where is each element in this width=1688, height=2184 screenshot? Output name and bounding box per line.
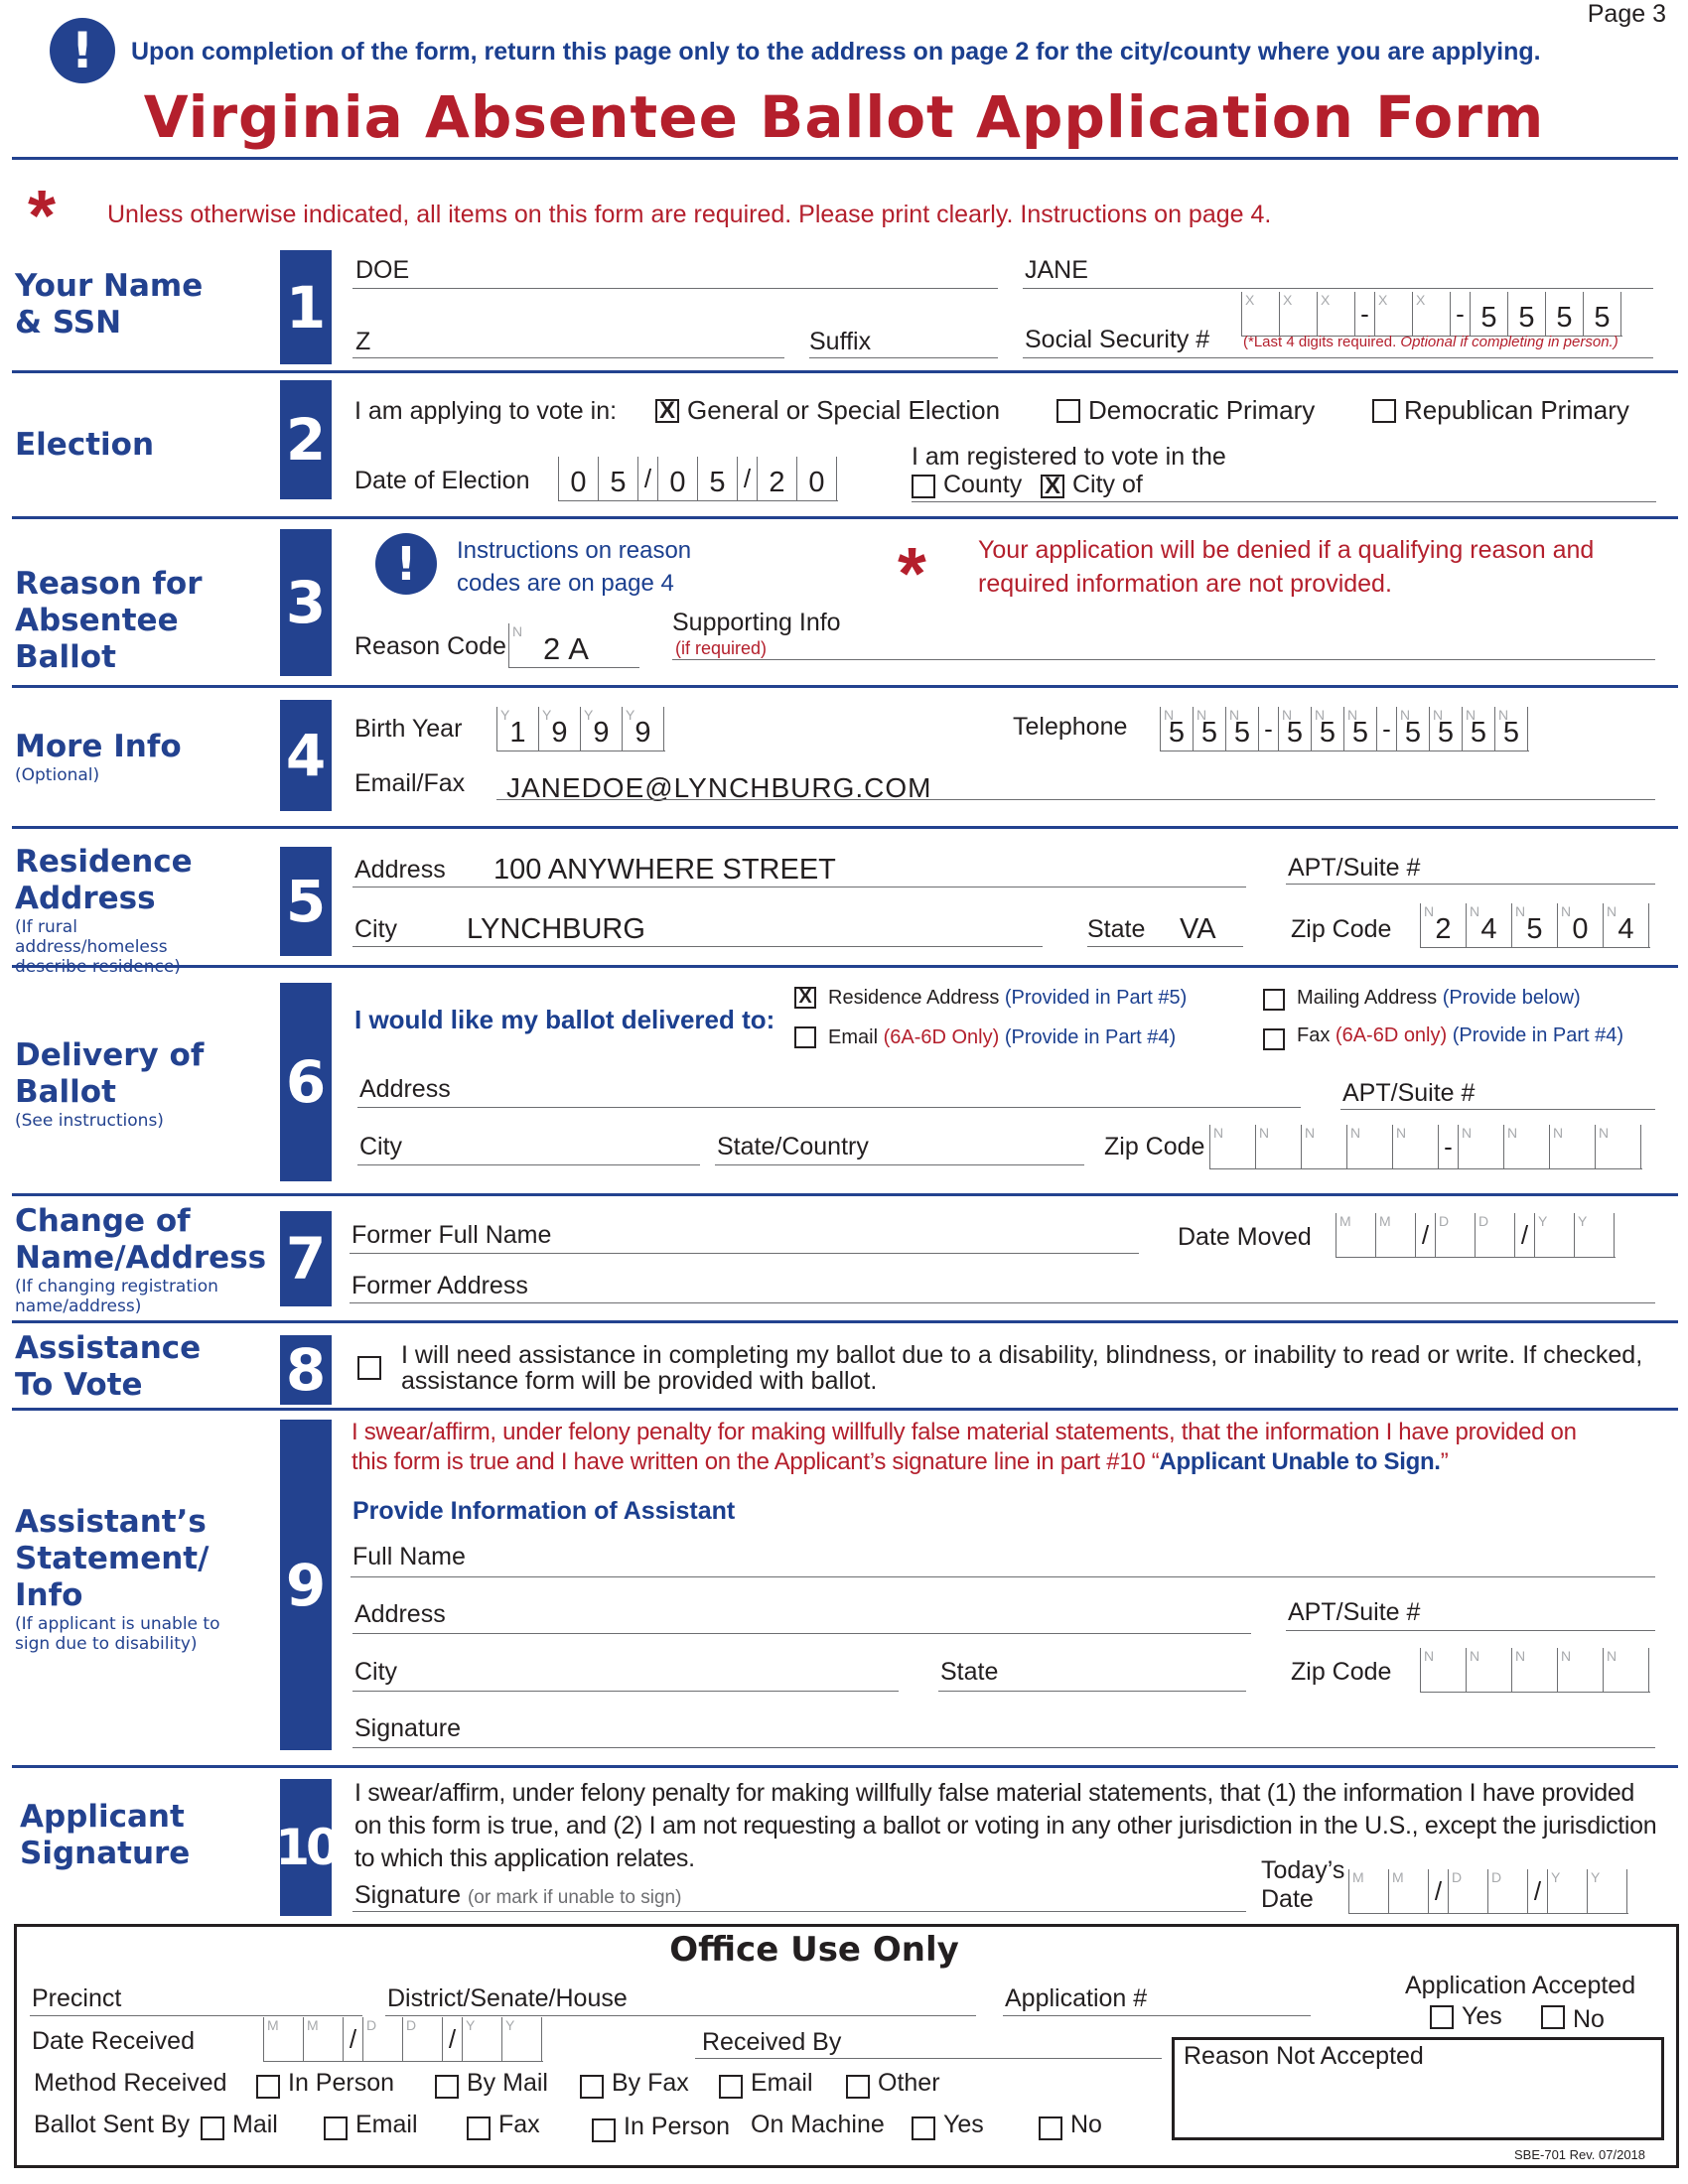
general-election-checkbox[interactable]: X <box>655 399 679 423</box>
box-end <box>1648 903 1650 947</box>
delivery-city-label: City <box>359 1133 403 1160</box>
delivery-prompt: I would like my ballot delivered to: <box>354 1005 775 1034</box>
digit-box[interactable]: N 5 <box>1494 707 1527 751</box>
section-8-title: Assistance To Vote <box>15 1330 202 1403</box>
received-by-label: Received By <box>702 2028 842 2056</box>
other-label: Other <box>878 2069 940 2097</box>
residence-delivery-label: Residence Address (Provided in Part #5) <box>828 987 1188 1009</box>
digit-box[interactable]: N <box>1392 1125 1438 1168</box>
digit-box[interactable]: Y <box>462 2017 501 2061</box>
registered-label: I am registered to vote in the <box>912 443 1226 471</box>
on-machine-yes-checkbox[interactable] <box>912 2116 935 2140</box>
todays-date-label: Today’s Date <box>1261 1856 1345 1913</box>
assistant-apt-field[interactable] <box>1286 1630 1655 1631</box>
section-5-title: Residence Address (If rural address/homeless <box>15 844 193 957</box>
republican-primary-checkbox[interactable] <box>1372 399 1396 423</box>
digit-box[interactable]: X <box>1317 292 1354 336</box>
delivery-zip-field[interactable] <box>1209 1125 1642 1169</box>
assistant-name-field[interactable] <box>351 1576 1655 1577</box>
separator: / <box>1415 1213 1435 1257</box>
last-name-field[interactable] <box>352 288 998 289</box>
page-number: Page 3 <box>1587 0 1666 28</box>
accepted-yes-checkbox[interactable] <box>1430 2005 1454 2029</box>
district-label: District/Senate/House <box>387 1984 628 2012</box>
section-8-number: 8 <box>280 1335 332 1405</box>
fax-delivery-label: Fax (6A-6D only) (Provide in Part #4) <box>1297 1024 1624 1046</box>
box-end <box>1614 1213 1616 1257</box>
method-received-label: Method Received <box>34 2069 227 2097</box>
warning-asterisk-icon: * <box>898 532 926 614</box>
sent-in-person-label: In Person <box>624 2113 731 2140</box>
city-checkbox[interactable]: X <box>1041 475 1064 498</box>
general-election-label: General or Special Election <box>687 395 1001 425</box>
digit-box[interactable]: M <box>1388 1869 1428 1913</box>
section-9-title: Assistant’s Statement/ Info (If applicant is unable to sign due to disability) <box>15 1504 220 1654</box>
digit-box[interactable]: D <box>1487 1869 1527 1913</box>
date-received-field[interactable] <box>263 2017 543 2062</box>
digit-box[interactable]: D <box>1475 1213 1514 1257</box>
box-end <box>1648 1648 1650 1692</box>
election-date-field[interactable] <box>558 457 838 501</box>
accepted-no-label: No <box>1573 2005 1605 2033</box>
address-value: 100 ANYWHERE STREET <box>493 854 836 886</box>
assistant-state-label: State <box>940 1658 999 1686</box>
received-by-field[interactable] <box>695 2058 1162 2059</box>
separator: / <box>737 457 757 500</box>
section-2-number: 2 <box>280 380 332 499</box>
section-4-title: More Info (Optional) <box>15 729 182 785</box>
assistant-signature-label: Signature <box>354 1714 462 1742</box>
digit-box[interactable]: D <box>362 2017 402 2061</box>
date-moved-label: Date Moved <box>1178 1223 1312 1251</box>
assistant-signature-field[interactable] <box>352 1747 1655 1748</box>
todays-date-field[interactable] <box>1348 1869 1628 1914</box>
state-value: VA <box>1180 913 1216 945</box>
reason-code-field[interactable]: N 2A <box>508 623 639 668</box>
digit-box[interactable]: N 5 <box>1511 903 1557 947</box>
digit-box[interactable]: Y <box>1587 1869 1626 1913</box>
page-title: Virginia Absentee Ballot Application Form <box>143 83 1545 151</box>
digit-box[interactable]: N 5 <box>1278 707 1311 751</box>
digit-box[interactable]: N 5 <box>1462 707 1494 751</box>
denial-warning: Your application will be denied if a qualifying reason and required information are not provided. <box>978 536 1595 598</box>
form-id: SBE-701 Rev. 07/2018 <box>1514 2147 1646 2162</box>
box-end <box>836 457 838 500</box>
divider <box>12 1320 1678 1323</box>
digit-box[interactable]: 5 <box>1583 292 1620 336</box>
democratic-primary-checkbox[interactable] <box>1056 399 1080 423</box>
suffix-label: Suffix <box>809 328 872 355</box>
application-num-label: Application # <box>1005 1984 1148 2012</box>
section-6-title: Delivery of Ballot (See instructions) <box>15 1037 205 1131</box>
divider <box>12 826 1678 829</box>
digit-box[interactable]: 5 <box>598 457 637 500</box>
info-alert-icon: ! <box>375 533 437 595</box>
separator: / <box>343 2017 362 2061</box>
fax-delivery-checkbox[interactable] <box>1263 1028 1285 1050</box>
digit-box[interactable]: Y 1 <box>496 707 538 751</box>
divider <box>12 1193 1678 1196</box>
digit-box[interactable]: Y <box>1547 1869 1587 1913</box>
digit-box[interactable]: Y 9 <box>538 707 580 751</box>
digit-box[interactable]: N 5 <box>1396 707 1429 751</box>
residence-delivery-checkbox[interactable]: X <box>794 987 816 1009</box>
apt-suite-label: APT/Suite # <box>1288 854 1421 882</box>
digit-box[interactable]: Y 9 <box>622 707 663 751</box>
in-person-label: In Person <box>288 2069 395 2097</box>
city-label: City <box>354 915 398 943</box>
box-end <box>663 707 665 751</box>
delivery-state-field[interactable] <box>715 1164 1084 1165</box>
digit-box[interactable]: D <box>402 2017 442 2061</box>
middle-initial-value: Z <box>355 328 371 355</box>
digit-box[interactable]: X <box>1412 292 1450 336</box>
box-end <box>1620 292 1622 336</box>
precinct-label: Precinct <box>32 1984 122 2012</box>
sent-email-checkbox[interactable] <box>324 2116 348 2140</box>
on-machine-no-checkbox[interactable] <box>1039 2116 1062 2140</box>
assistant-city-field[interactable] <box>352 1691 899 1692</box>
box-end <box>1640 1125 1642 1168</box>
supporting-info-note: (if required) <box>675 638 768 658</box>
precinct-field[interactable] <box>30 2015 362 2016</box>
digit-box[interactable]: M <box>263 2017 303 2061</box>
digit-box[interactable]: N <box>1603 1648 1648 1692</box>
divider <box>12 157 1678 160</box>
email-delivery-checkbox[interactable] <box>794 1026 816 1048</box>
digit-box[interactable]: N <box>1466 1648 1511 1692</box>
assistance-text: I will need assistance in completing my ballot due to a disability, blindness, or inability to read or write. If checked, assistance form will be provided with ballot. <box>401 1341 1643 1395</box>
section-6-number: 6 <box>280 983 332 1181</box>
city-of-label: City of <box>1072 471 1143 498</box>
section-7-title: Change of Name/Address (If changing registration name/address) <box>15 1203 267 1316</box>
delivery-state-label: State/Country <box>717 1133 869 1160</box>
applying-label: I am applying to vote in: <box>354 397 618 425</box>
email-delivery-label: Email (6A-6D Only) (Provide in Part #4) <box>828 1026 1177 1048</box>
digit-box[interactable]: Y <box>1534 1213 1574 1257</box>
residence-zip-field[interactable] <box>1420 903 1650 948</box>
divider <box>12 965 1678 968</box>
digit-box[interactable]: M <box>1336 1213 1375 1257</box>
digit-box[interactable]: Y <box>1574 1213 1614 1257</box>
office-use-title: Office Use Only <box>669 1930 959 1970</box>
zip-code-label: Zip Code <box>1291 915 1392 943</box>
digit-box[interactable]: X <box>1241 292 1279 336</box>
delivery-apt-label: APT/Suite # <box>1342 1079 1476 1107</box>
sent-fax-checkbox[interactable] <box>467 2116 491 2140</box>
digit-box[interactable]: 0 <box>657 457 697 500</box>
ssn-label: Social Security # <box>1025 326 1210 353</box>
supporting-info-field[interactable] <box>672 659 1655 660</box>
application-num-field[interactable] <box>1003 2015 1311 2016</box>
address-label: Address <box>354 856 446 884</box>
sent-in-person-checkbox[interactable] <box>592 2118 616 2142</box>
digit-box[interactable]: N <box>1595 1125 1640 1168</box>
digit-box[interactable]: 5 <box>697 457 737 500</box>
digit-box[interactable]: N <box>1209 1125 1255 1168</box>
digit-box[interactable]: N <box>1420 1648 1466 1692</box>
box-end <box>1626 1869 1628 1913</box>
email-fax-field[interactable] <box>496 799 1655 800</box>
digit-box[interactable]: N <box>1557 1648 1603 1692</box>
email-fax-label: Email/Fax <box>354 769 466 797</box>
digit-box[interactable]: Y 9 <box>580 707 622 751</box>
middle-name-field[interactable] <box>352 357 784 358</box>
in-person-checkbox[interactable] <box>256 2075 280 2099</box>
last-name-value: DOE <box>355 256 410 284</box>
digit-box[interactable]: X <box>1374 292 1412 336</box>
accepted-yes-label: Yes <box>1462 2002 1502 2030</box>
sent-email-label: Email <box>355 2111 418 2138</box>
digit-box[interactable]: N <box>1255 1125 1301 1168</box>
by-mail-label: By Mail <box>467 2069 548 2097</box>
email-value: JANEDOE@LYNCHBURG.COM <box>506 772 932 803</box>
section-3-number: 3 <box>280 529 332 676</box>
digit-box[interactable]: N <box>1549 1125 1595 1168</box>
digit-box[interactable]: D <box>1435 1213 1475 1257</box>
section-10-title: Applicant Signature <box>20 1799 191 1871</box>
other-checkbox[interactable] <box>846 2075 870 2099</box>
applicant-signature-field[interactable] <box>352 1911 1246 1912</box>
assistant-city-label: City <box>354 1658 398 1686</box>
separator: - <box>1376 707 1396 751</box>
digit-box[interactable]: 0 <box>796 457 836 500</box>
assistant-oath: I swear/affirm, under felony penalty for making willfully false material statements, that the information I have provided on this form is true and I have written on the Applicant’s signature line in part #10 “Applicant Unable to Sign.” <box>352 1419 1577 1475</box>
delivery-zip-label: Zip Code <box>1104 1133 1205 1160</box>
assistant-address-field[interactable] <box>352 1633 1251 1634</box>
first-name-field[interactable] <box>1023 288 1653 289</box>
ssn-underline <box>1023 357 1653 358</box>
separator: / <box>1514 1213 1534 1257</box>
election-date-label: Date of Election <box>354 467 530 494</box>
email-received-label: Email <box>751 2069 813 2097</box>
digit-box[interactable]: N 4 <box>1466 903 1511 947</box>
assistant-zip-label: Zip Code <box>1291 1658 1392 1686</box>
digit-box[interactable]: N <box>1458 1125 1503 1168</box>
header-notice: Upon completion of the form, return this page only to the address on page 2 for the city/county where you are applying. <box>131 38 1541 66</box>
digit-box[interactable]: N <box>1511 1648 1557 1692</box>
digit-box[interactable]: M <box>1348 1869 1388 1913</box>
divider <box>12 516 1678 519</box>
divider <box>12 685 1678 688</box>
section-9-number: 9 <box>280 1420 332 1750</box>
city-county-field[interactable] <box>912 501 1656 502</box>
digit-box[interactable]: N 2 <box>1420 903 1466 947</box>
digit-box[interactable]: N <box>1301 1125 1346 1168</box>
divider <box>12 370 1678 373</box>
residence-state-field[interactable] <box>1087 946 1243 947</box>
reason-code-value: 2A <box>543 631 597 666</box>
separator: / <box>1428 1869 1448 1913</box>
digit-box[interactable]: D <box>1448 1869 1487 1913</box>
on-machine-no-label: No <box>1070 2111 1102 2138</box>
digit-box[interactable]: M <box>1375 1213 1415 1257</box>
separator: - <box>1354 292 1374 336</box>
first-name-value: JANE <box>1025 256 1088 284</box>
digit-box[interactable]: X <box>1279 292 1317 336</box>
mailing-delivery-label: Mailing Address (Provide below) <box>1297 987 1581 1009</box>
digit-box[interactable]: N 5 <box>1225 707 1258 751</box>
on-machine-yes-label: Yes <box>943 2111 984 2138</box>
digit-box[interactable]: N 5 <box>1429 707 1462 751</box>
section-4-number: 4 <box>280 700 332 811</box>
digit-box[interactable]: N 5 <box>1311 707 1343 751</box>
applicant-signature-label: Signature (or mark if unable to sign) <box>354 1881 682 1909</box>
county-label: County <box>943 471 1023 498</box>
assistant-state-field[interactable] <box>938 1691 1246 1692</box>
date-moved-field[interactable] <box>1336 1213 1616 1258</box>
ssn-note: (*Last 4 digits required. Optional if completing in person.) <box>1243 334 1618 350</box>
alert-icon: ! <box>50 18 115 83</box>
digit-box[interactable]: N 4 <box>1603 903 1648 947</box>
delivery-address-label: Address <box>359 1075 451 1103</box>
digit-box[interactable]: Y <box>501 2017 541 2061</box>
accepted-label: Application Accepted <box>1405 1972 1636 1999</box>
section-10-number: 10 <box>280 1779 332 1916</box>
digit-box[interactable]: 5 <box>1545 292 1583 336</box>
separator: - <box>1258 707 1278 751</box>
digit-box[interactable]: N 5 <box>1343 707 1376 751</box>
accepted-no-checkbox[interactable] <box>1541 2005 1565 2029</box>
state-label: State <box>1087 915 1146 943</box>
section-5-number: 5 <box>280 847 332 956</box>
delivery-city-field[interactable] <box>357 1164 700 1165</box>
assistant-zip-field[interactable] <box>1420 1648 1650 1693</box>
by-fax-label: By Fax <box>612 2069 689 2097</box>
ssn-field[interactable] <box>1241 292 1622 337</box>
assistant-heading: Provide Information of Assistant <box>352 1497 736 1525</box>
separator: - <box>1438 1125 1458 1168</box>
required-note: Unless otherwise indicated, all items on this form are required. Please print clearly. Instructions on page 4. <box>107 201 1272 228</box>
section-7-number: 7 <box>280 1211 332 1306</box>
divider <box>12 1765 1678 1768</box>
separator: - <box>1450 292 1470 336</box>
separator: / <box>637 457 657 500</box>
supporting-info-label: Supporting Info <box>672 609 841 636</box>
assistant-address-label: Address <box>354 1600 446 1628</box>
box-end <box>1527 707 1529 751</box>
digit-box[interactable]: 0 <box>558 457 598 500</box>
divider <box>12 1408 1678 1411</box>
separator: / <box>1527 1869 1547 1913</box>
city-value: LYNCHBURG <box>467 913 645 945</box>
section-2-title: Election <box>15 427 155 463</box>
former-name-label: Former Full Name <box>352 1221 552 1249</box>
on-machine-label: On Machine <box>751 2111 885 2138</box>
republican-primary-label: Republican Primary <box>1404 395 1629 425</box>
digit-box[interactable]: 5 <box>1507 292 1545 336</box>
asterisk-icon: * <box>28 177 57 256</box>
digit-box[interactable]: N 5 <box>1193 707 1225 751</box>
applicant-oath: I swear/affirm, under felony penalty for making willfully false material statements, that (1) the information I have provided on this form is true, and (2) I am not requesting a ballot or voting in any other jurisdiction in the U.S., except the jurisdiction to which this application relates. <box>354 1779 1657 1872</box>
telephone-label: Telephone <box>1013 713 1128 741</box>
box-end <box>541 2017 543 2061</box>
sent-fax-label: Fax <box>498 2111 540 2138</box>
mailing-delivery-checkbox[interactable] <box>1263 989 1285 1011</box>
telephone-field[interactable] <box>1160 707 1529 751</box>
section-1-title: Your Name & SSN <box>15 268 204 341</box>
date-received-label: Date Received <box>32 2027 195 2055</box>
assistance-checkbox[interactable] <box>357 1356 381 1380</box>
delivery-apt-field[interactable] <box>1340 1109 1655 1110</box>
democratic-primary-label: Democratic Primary <box>1088 395 1316 425</box>
birth-year-field[interactable] <box>496 707 665 751</box>
by-mail-checkbox[interactable] <box>435 2075 459 2099</box>
residence-city-field[interactable] <box>352 946 1043 947</box>
digit-box[interactable]: N <box>1346 1125 1392 1168</box>
sent-mail-label: Mail <box>232 2111 278 2138</box>
by-fax-checkbox[interactable] <box>580 2075 604 2099</box>
former-address-field[interactable] <box>350 1302 1655 1303</box>
reason-instructions: Instructions on reason codes are on page 4 <box>457 537 692 597</box>
section-1-number: 1 <box>280 250 332 364</box>
sent-mail-checkbox[interactable] <box>201 2116 224 2140</box>
reason-code-label: Reason Code <box>354 632 506 660</box>
email-received-checkbox[interactable] <box>719 2075 743 2099</box>
digit-box[interactable]: N 5 <box>1160 707 1193 751</box>
district-field[interactable] <box>385 2015 976 2016</box>
birth-year-label: Birth Year <box>354 715 463 743</box>
digit-box[interactable]: N <box>1503 1125 1549 1168</box>
digit-box[interactable]: N 0 <box>1557 903 1603 947</box>
reason-not-accepted-label: Reason Not Accepted <box>1184 2042 1424 2070</box>
digit-box[interactable]: M <box>303 2017 343 2061</box>
digit-box[interactable]: 5 <box>1470 292 1507 336</box>
former-name-field[interactable] <box>350 1253 1139 1254</box>
former-address-label: Former Address <box>352 1272 528 1299</box>
assistant-apt-label: APT/Suite # <box>1288 1598 1421 1626</box>
county-checkbox[interactable] <box>912 475 935 498</box>
ballot-sent-by-label: Ballot Sent By <box>34 2111 191 2138</box>
separator: / <box>442 2017 462 2061</box>
delivery-address-field[interactable] <box>357 1107 1301 1108</box>
suffix-field[interactable] <box>809 357 998 358</box>
apt-suite-field[interactable] <box>1286 884 1655 885</box>
assistant-name-label: Full Name <box>352 1543 466 1570</box>
section-3-title: Reason for Absentee Ballot <box>15 566 203 675</box>
digit-box[interactable]: 2 <box>757 457 796 500</box>
